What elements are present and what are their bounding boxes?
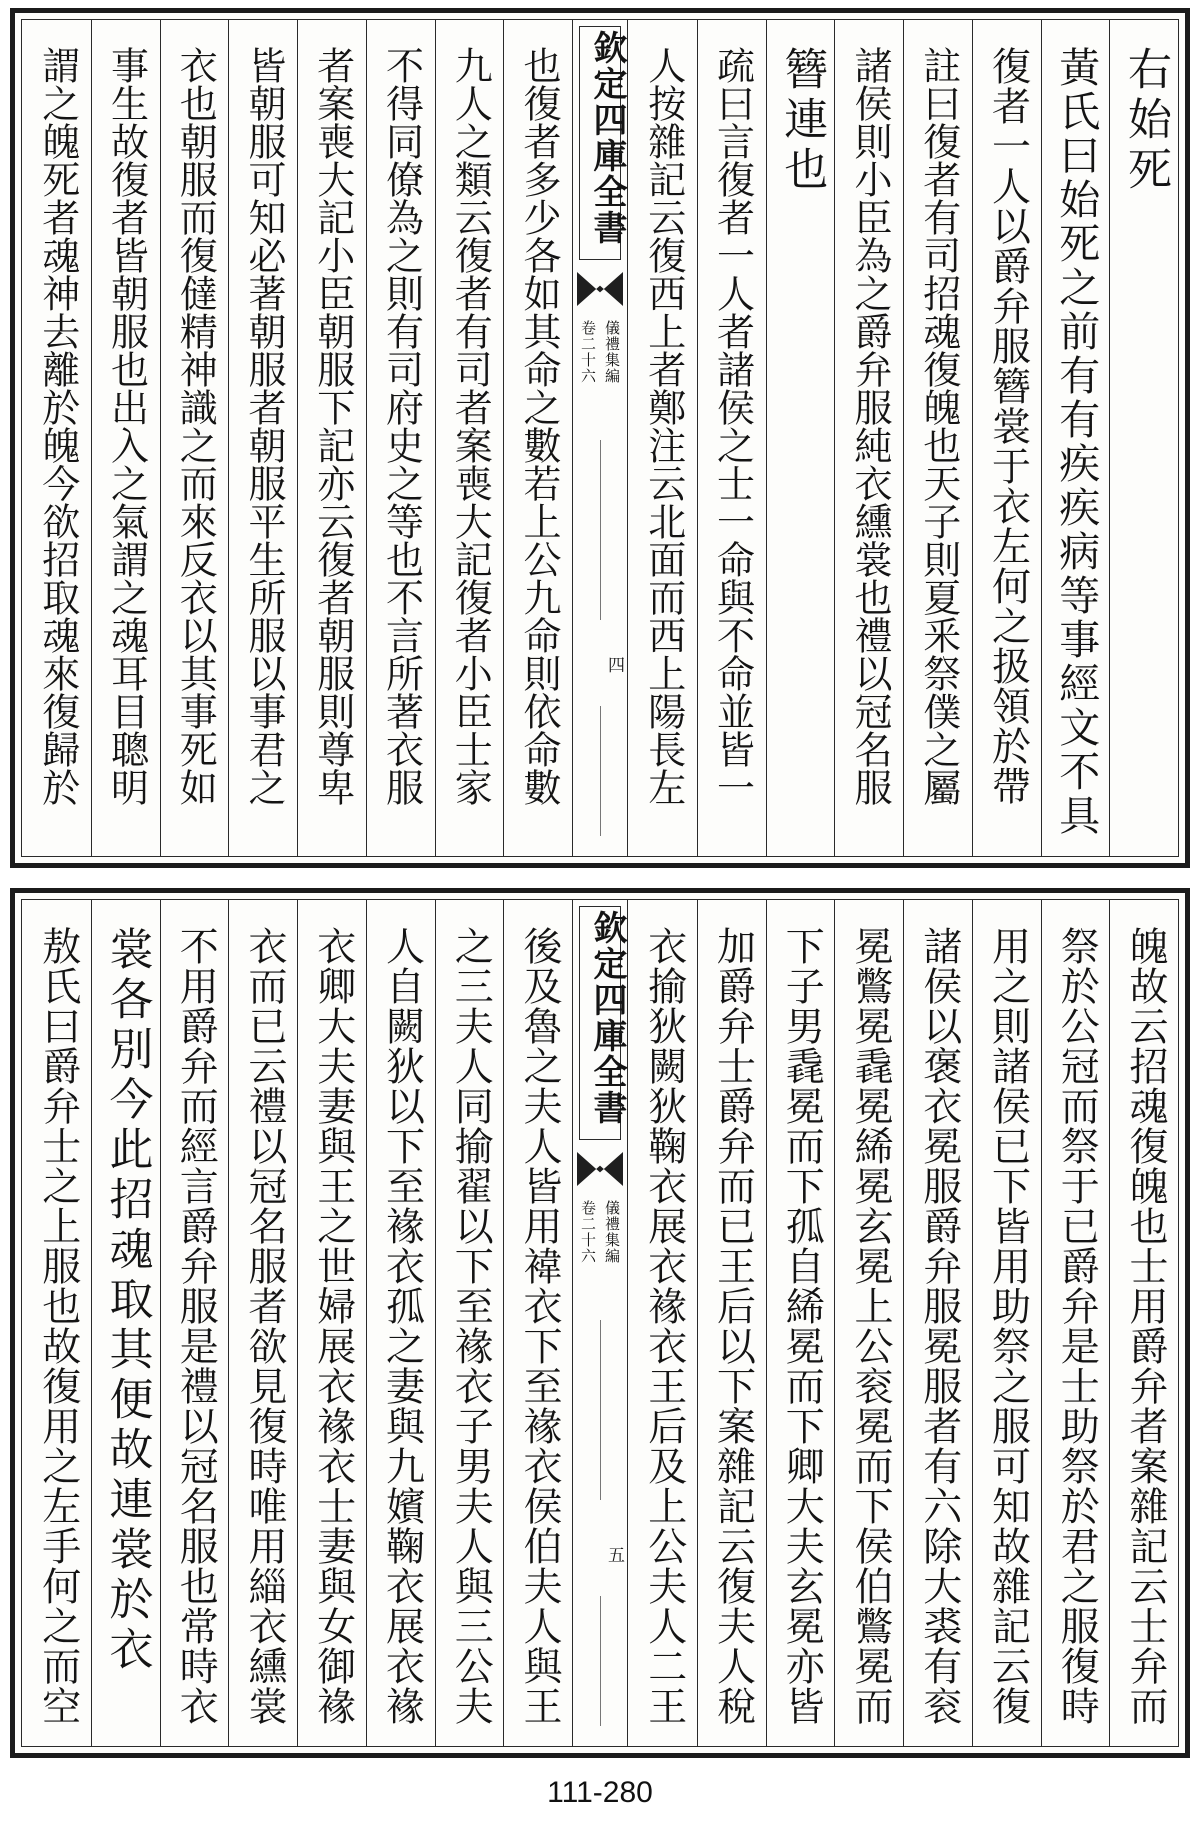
text-column <box>503 20 572 856</box>
text-column <box>628 20 697 856</box>
text-column <box>503 900 572 1746</box>
text-column <box>366 20 435 856</box>
column-text: 衣而已云禮以冠名服者欲見復時唯用緇衣纁裳 <box>242 926 287 1726</box>
lower-page-frame <box>21 899 1179 1747</box>
column-text: 祭於公冠而祭于已爵弁是士助祭於君之服復時 <box>1054 926 1100 1726</box>
column-text: 下子男毳冕而下孤自絺冕而下卿大夫玄冕亦皆 <box>779 926 825 1726</box>
text-column <box>366 900 435 1746</box>
gutter-rule <box>600 1596 601 1726</box>
text-column <box>628 900 697 1746</box>
volume-label: 卷二十六 <box>579 320 597 384</box>
text-column <box>1109 20 1178 856</box>
gutter-rule <box>600 440 601 620</box>
fishtail-mark-icon <box>577 272 623 306</box>
column-text: 敖氏曰爵弁士之上服也故復用之左手何之而空 <box>35 926 81 1726</box>
column-text: 裳各別今此招魂取其便故連裳於衣 <box>101 926 153 1676</box>
book-title: 儀禮集編 <box>603 320 621 384</box>
column-text: 也復者多少各如其命之數若上公九命則依命數 <box>517 46 561 806</box>
page-number: 五 <box>604 1546 624 1563</box>
text-column <box>766 20 835 856</box>
column-text: 不用爵弁而經言爵弁服是禮以冠名服也常時衣 <box>173 926 219 1726</box>
column-text: 謂之魄死者魂神去離於魄今欲招取魂來復歸於 <box>35 46 80 806</box>
fishtail-mark-icon <box>577 1152 623 1186</box>
column-text: 諸侯以褒衣冕服爵弁服冕服者有六除大裘有衮 <box>916 926 962 1726</box>
gutter-rule <box>600 706 601 836</box>
column-text: 衣也朝服而復㒓精神識之而來反衣以其事死如 <box>173 46 218 806</box>
column-text: 不得同僚為之則有司府史之等也不言所著衣服 <box>379 46 424 806</box>
text-column <box>22 900 91 1746</box>
text-column <box>834 900 903 1746</box>
column-text: 事生故復者皆朝服也出入之氣謂之魂耳目聰明 <box>104 46 149 806</box>
text-column <box>228 20 297 856</box>
column-text: 用之則諸侯已下皆用助祭之服可知故雜記云復 <box>985 926 1031 1726</box>
page-number: 四 <box>604 656 624 673</box>
text-column <box>91 900 160 1746</box>
column-text: 衣卿大夫妻與王之世婦展衣褖衣士妻與女御褖 <box>310 926 356 1726</box>
column-text: 九人之類云復者有司者案喪大記復者小臣士家 <box>448 46 493 806</box>
column-text: 人按雜記云復西上者鄭注云北面而西上陽長左 <box>641 46 686 806</box>
text-column <box>1109 900 1178 1746</box>
text-column <box>160 900 229 1746</box>
column-text: 後及魯之夫人皆用褘衣下至褖衣侯伯夫人與王 <box>517 926 562 1726</box>
text-column <box>972 20 1041 856</box>
text-column <box>1041 20 1110 856</box>
text-column <box>1041 900 1110 1746</box>
column-text: 人自闕狄以下至褖衣孤之妻與九嬪鞠衣展衣褖 <box>379 926 425 1726</box>
column-text: 冕鷩冕毳冕絺冕玄冕上公衮冕而下侯伯鷩冕而 <box>848 926 893 1726</box>
center-gutter-column <box>572 900 628 1746</box>
page-reference-number: 111-280 <box>547 1776 653 1809</box>
text-column <box>297 900 366 1746</box>
column-text: 註曰復者有司招魂復魄也天子則夏釆祭僕之屬 <box>916 46 961 806</box>
upper-page-frame <box>21 19 1179 857</box>
text-column <box>160 20 229 856</box>
text-column <box>697 900 766 1746</box>
column-text: 諸侯則小臣為之爵弁服純衣纁裳也禮以冠名服 <box>848 46 892 806</box>
column-text: 魄故云招魂復魄也士用爵弁者案雜記云士弁而 <box>1123 926 1168 1726</box>
column-text: 疏曰言復者一人者諸侯之士一命與不命並皆一 <box>710 46 755 806</box>
gutter-rule <box>600 1320 601 1500</box>
collection-title: 欽定四庫全書 <box>587 910 627 1126</box>
column-text: 之三夫人同揄翟以下至褖衣子男夫人與三公夫 <box>448 926 494 1726</box>
text-column <box>435 900 504 1746</box>
column-text: 右始死 <box>1120 46 1171 196</box>
column-text: 加爵弁士爵弁而已王后以下案雜記云復夫人稅 <box>710 926 756 1726</box>
book-title: 儀禮集編 <box>603 1200 621 1264</box>
text-column <box>834 20 903 856</box>
text-column <box>228 900 297 1746</box>
text-column <box>435 20 504 856</box>
text-column <box>22 20 91 856</box>
text-column <box>766 900 835 1746</box>
text-column <box>903 20 972 856</box>
upper-page <box>10 8 1190 868</box>
text-column <box>972 900 1041 1746</box>
column-text: 簪連也 <box>776 46 828 196</box>
collection-title: 欽定四庫全書 <box>587 30 627 246</box>
column-text: 復者一人以爵弁服簪裳于衣左何之扱領於帶 <box>985 46 1031 806</box>
lower-page <box>10 888 1190 1758</box>
text-column <box>903 900 972 1746</box>
column-text: 皆朝服可知必著朝服者朝服平生所服以事君之 <box>242 46 286 806</box>
center-gutter-column <box>572 20 628 856</box>
column-text: 者案喪大記小臣朝服下記亦云復者朝服則尊卑 <box>310 46 355 806</box>
column-text: 黃氏曰始死之前有有疾疾病等事經文不具 <box>1052 46 1101 838</box>
text-column <box>91 20 160 856</box>
text-column <box>697 20 766 856</box>
column-text: 衣揄狄闕狄鞠衣展衣褖衣王后及上公夫人二王 <box>641 926 687 1726</box>
text-column <box>297 20 366 856</box>
volume-label: 卷二十六 <box>579 1200 597 1264</box>
